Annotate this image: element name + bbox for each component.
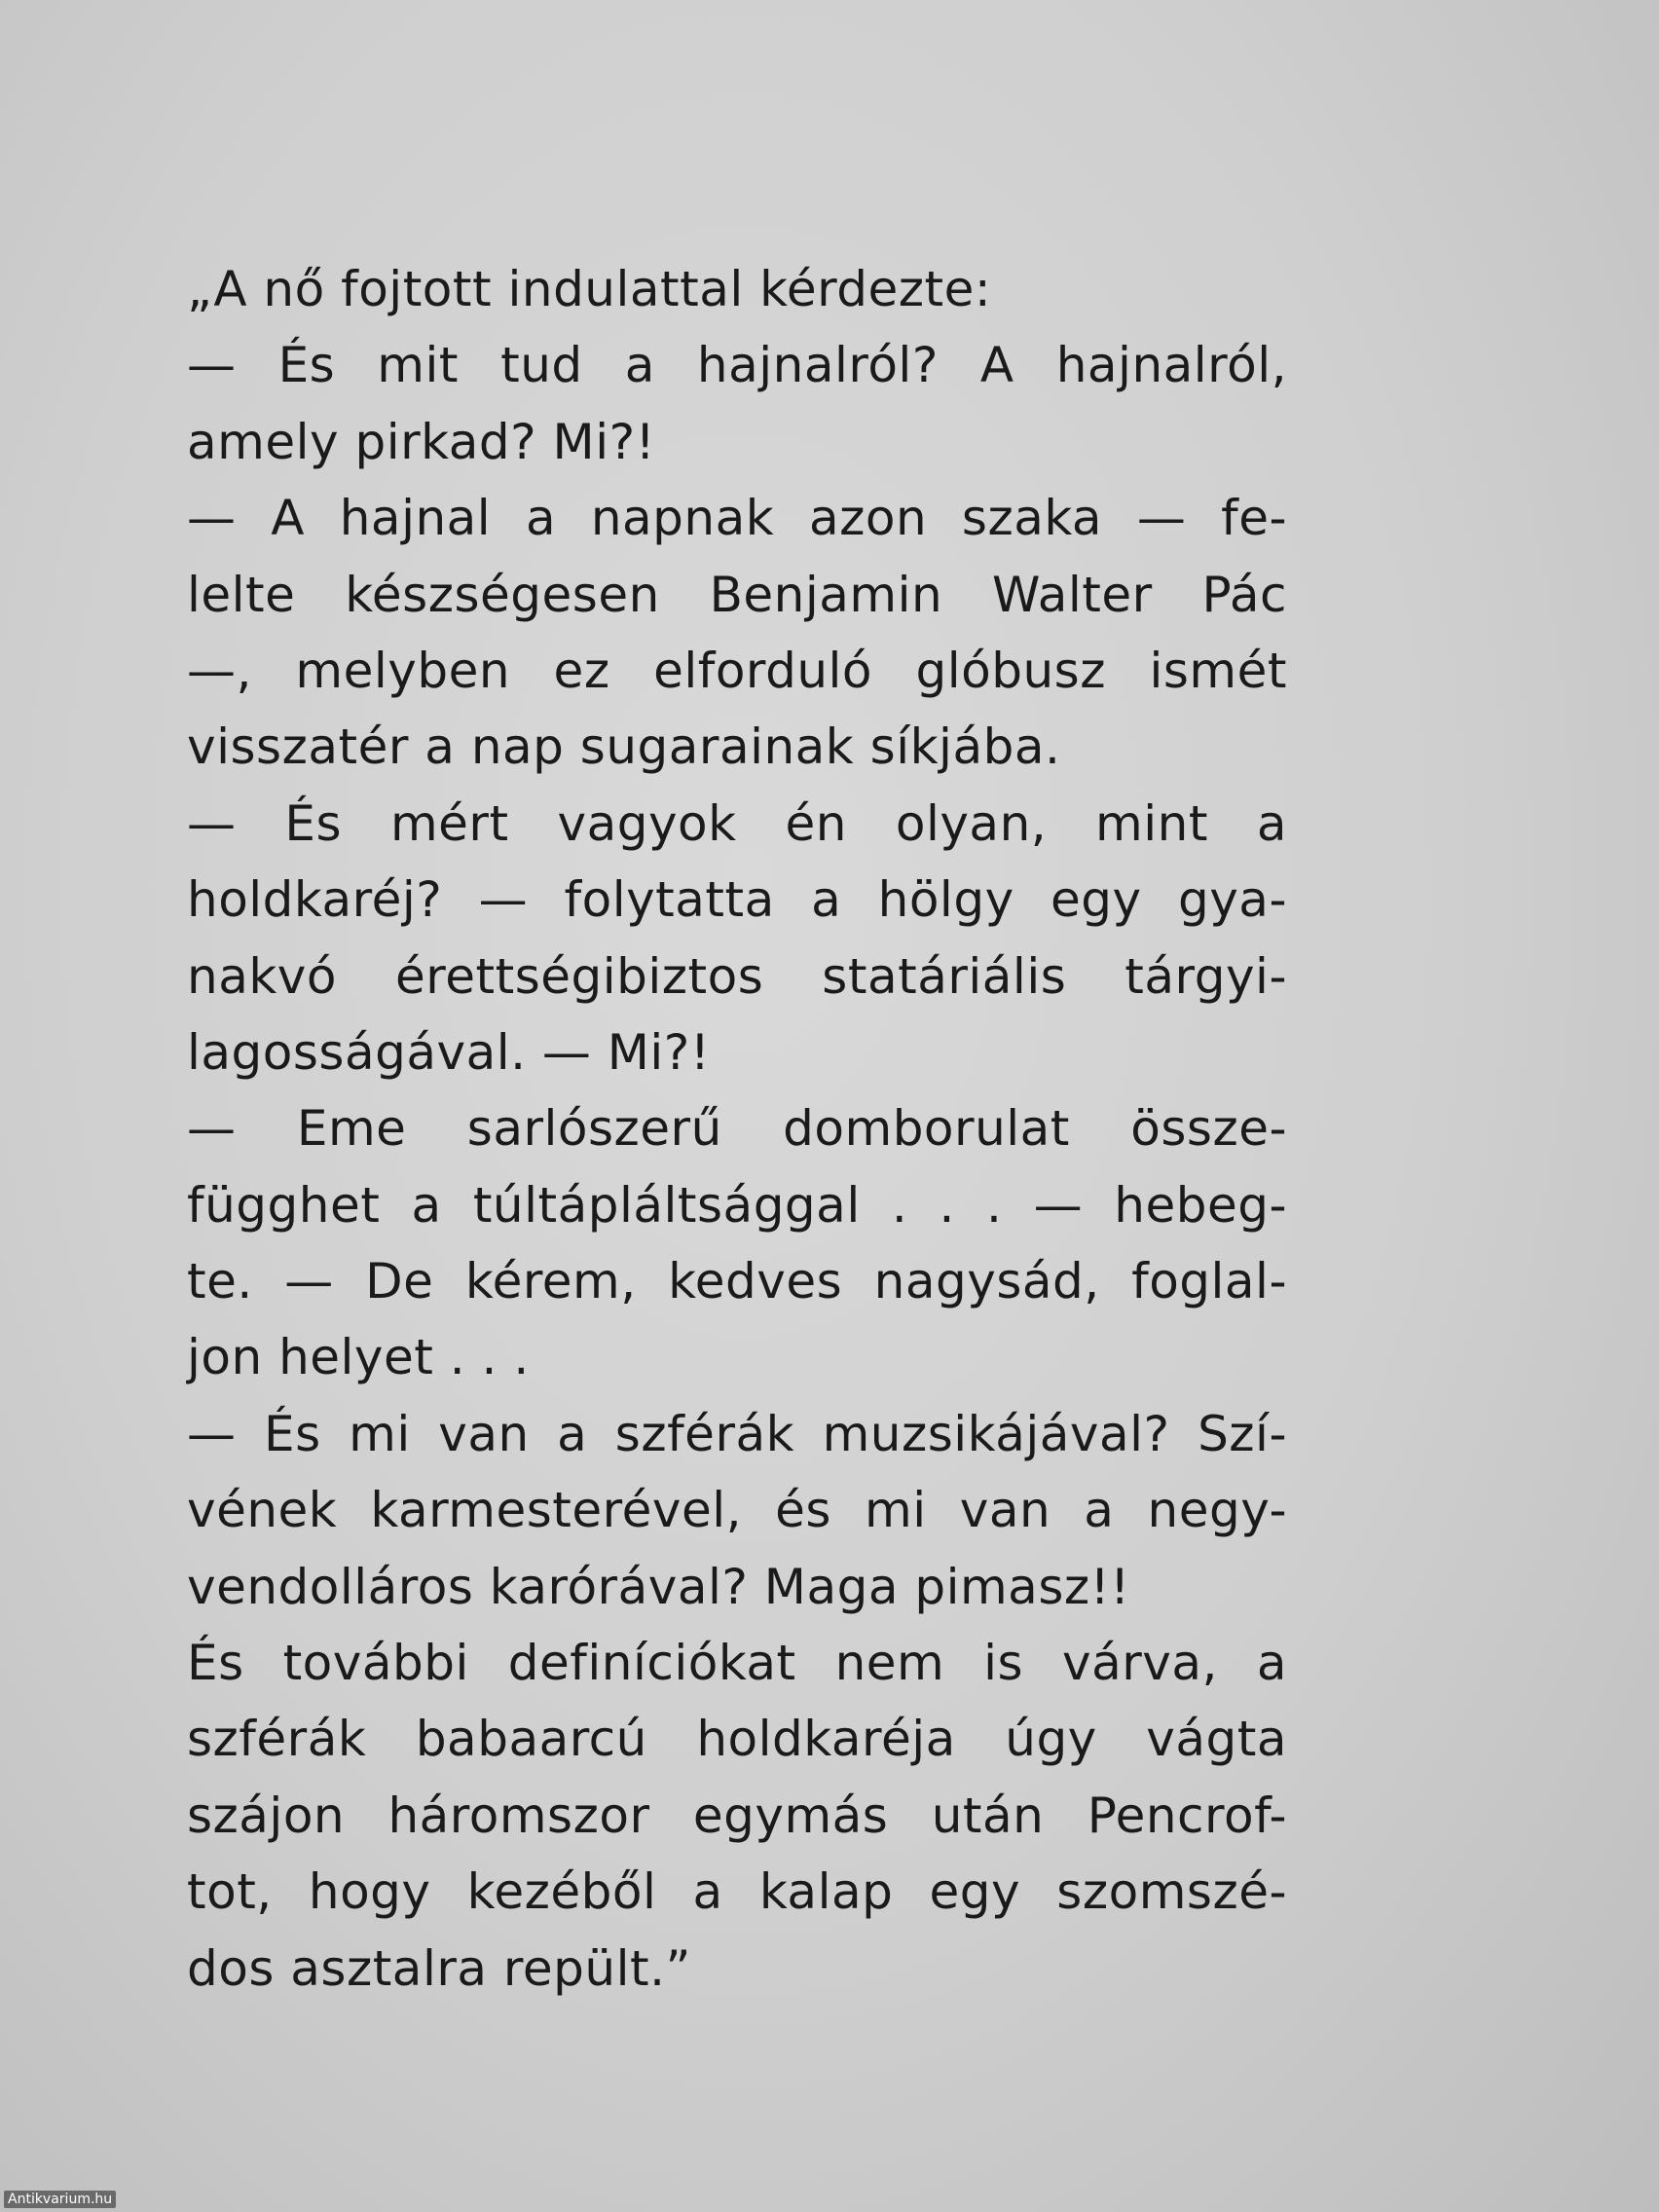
text-line: — És mi van a szférák muzsikájával? Szí- (187, 1405, 1287, 1462)
text-line: — És mért vagyok én olyan, mint a (187, 794, 1287, 852)
text-line: — És mit tud a hajnalról? A hajnalról, (187, 337, 1287, 394)
text-block (187, 251, 1287, 2007)
text-line: visszatér a nap sugarainak síkjába. (187, 719, 1061, 776)
text-line: dos asztalra repült.” (187, 1939, 691, 1997)
text-line: lagosságával. — Mi?! (187, 1023, 711, 1081)
text-line: vének karmesterével, és mi van a negy- (187, 1482, 1287, 1539)
text-line: holdkaréj? — folytatta a hölgy egy gya- (187, 871, 1287, 929)
text-line: nakvó érettségibiztos statáriális tárgyi- (187, 947, 1287, 1005)
text-line: tot, hogy kezéből a kalap egy szomszé- (187, 1863, 1287, 1921)
watermark: Antikvarium.hu (4, 2191, 116, 2208)
text-line: — A hajnal a napnak azon szaka — fe- (187, 490, 1287, 547)
text-line: —, melyben ez elforduló glóbusz ismét (187, 642, 1287, 699)
text-line: lelte készségesen Benjamin Walter Pác (187, 566, 1287, 623)
text-line: vendolláros karórával? Maga pimasz!! (187, 1558, 1130, 1615)
text-line: — Eme sarlószerű domborulat össze- (187, 1100, 1287, 1158)
text-line: amely pirkad? Mi?! (187, 413, 656, 470)
text-line: te. — De kérem, kedves nagysád, foglal- (187, 1253, 1287, 1310)
text-line: jon helyet . . . (187, 1329, 530, 1386)
text-line: „A nő fojtott indulattal kérdezte: (187, 261, 992, 317)
text-line: És további definíciókat nem is várva, a (187, 1635, 1287, 1692)
text-line: szférák babaarcú holdkaréja úgy vágta (187, 1711, 1287, 1768)
text-line: szájon háromszor egymás után Pencrof- (187, 1787, 1287, 1844)
text-line: függhet a túltápláltsággal . . . — hebeg- (187, 1176, 1287, 1234)
